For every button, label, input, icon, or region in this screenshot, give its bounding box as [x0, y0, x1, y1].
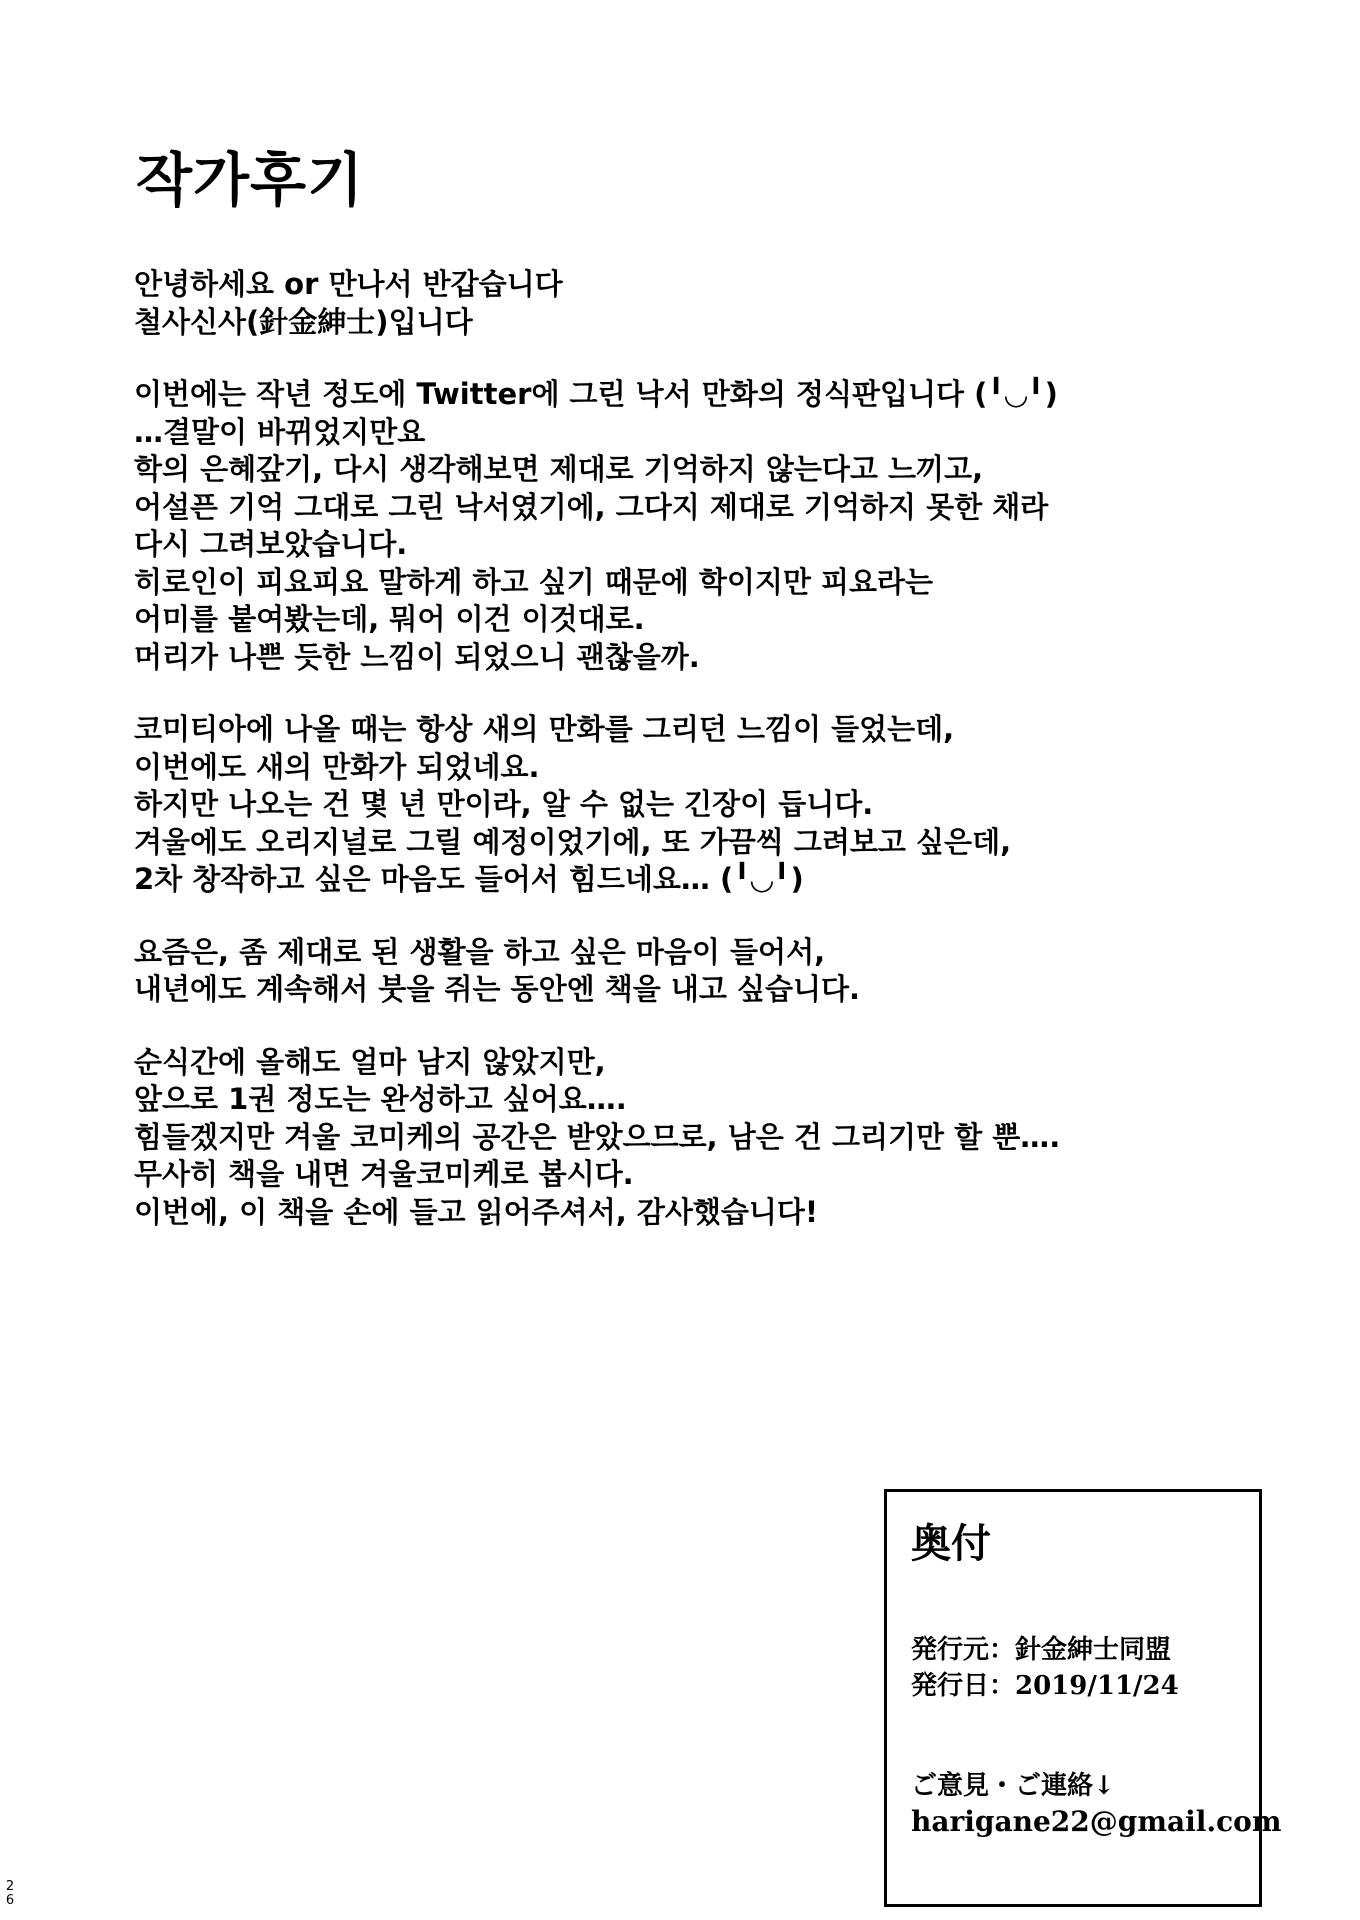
paragraph-greeting: [134, 266, 1284, 341]
text-line: 코미티아에 나올 때는 항상 새의 만화를 그리던 느낌이 들었는데,: [134, 712, 955, 746]
colophon-publication-info: [911, 1632, 1179, 1704]
afterword-body: [134, 266, 1284, 1266]
page-number: [3, 1880, 17, 1908]
text-line: 순식간에 올해도 얼마 남지 않았지만,: [134, 1044, 606, 1079]
text-line: 히로인이 피요피요 말하게 하고 싶기 때문에 학이지만 피요라는: [134, 564, 934, 599]
text-line: 학의 은혜갚기, 다시 생각해보면 제대로 기억하지 않는다고 느끼고,: [134, 452, 984, 486]
text-line: 무사히 책을 내면 겨울코미케로 봅시다.: [134, 1157, 634, 1191]
text-line: 어미를 붙여봤는데, 뭐어 이건 이것대로.: [134, 602, 645, 636]
text-line: 힘들겠지만 겨울 코미케의 공간은 받았으므로, 남은 건 그리기만 할 뿐….: [134, 1119, 1061, 1154]
colophon-contact: [911, 1768, 1281, 1840]
colophon-box: [884, 1489, 1282, 1907]
text-line: …결말이 바뀌었지만요: [134, 414, 426, 449]
paragraph-closing: [134, 1044, 1284, 1232]
text-line: 2차 창작하고 싶은 마음도 들어서 힘드네요… (╹◡╹): [134, 862, 804, 896]
colophon-date: 発行日：2019/11/24: [911, 1671, 1179, 1701]
colophon-contact-label: ご意見・ご連絡↓: [911, 1771, 1115, 1801]
text-line: 앞으로 1권 정도는 완성하고 싶어요….: [134, 1082, 627, 1116]
text-line: 겨울에도 오리지널로 그릴 예정이었기에, 또 가끔씩 그려보고 싶은데,: [134, 824, 1012, 859]
colophon-title: 奥付: [911, 1520, 991, 1567]
text-line: 안녕하세요 or 만나서 반갑습니다: [134, 267, 563, 301]
colophon-email: harigane22@gmail.com: [911, 1805, 1282, 1838]
text-line: 어설픈 기억 그대로 그린 낙서였기에, 그다지 제대로 기억하지 못한 채라: [134, 489, 1049, 524]
text-line: 이번에, 이 책을 손에 들고 읽어주셔서, 감사했습니다!: [134, 1194, 819, 1229]
text-line: 철사신사(針金紳士)입니다: [134, 304, 473, 339]
page-number-digit: 6: [5, 1893, 15, 1908]
text-line: 머리가 나쁜 듯한 느낌이 되었으니 괜찮을까.: [134, 639, 700, 674]
text-line: 내년에도 계속해서 붓을 쥐는 동안엔 책을 내고 싶습니다.: [134, 972, 861, 1006]
paragraph-comitia: [134, 711, 1284, 899]
text-line: 하지만 나오는 건 몇 년 만이라, 알 수 없는 긴장이 듭니다.: [134, 787, 874, 821]
paragraph-about-book: [134, 376, 1284, 676]
page-number-digit: 2: [5, 1879, 15, 1894]
text-line: 이번에도 새의 만화가 되었네요.: [134, 749, 540, 784]
colophon-publisher: 発行元：針金紳士同盟: [911, 1635, 1172, 1665]
text-line: 이번에는 작년 정도에 Twitter에 그린 낙서 만화의 정식판입니다 (╹◡╹): [134, 377, 1058, 411]
text-line: 요즘은, 좀 제대로 된 생활을 하고 싶은 마음이 들어서,: [134, 934, 826, 969]
text-line: 다시 그려보았습니다.: [134, 527, 408, 561]
paragraph-lately: [134, 934, 1284, 1009]
page-title: 작가후기: [136, 146, 365, 214]
